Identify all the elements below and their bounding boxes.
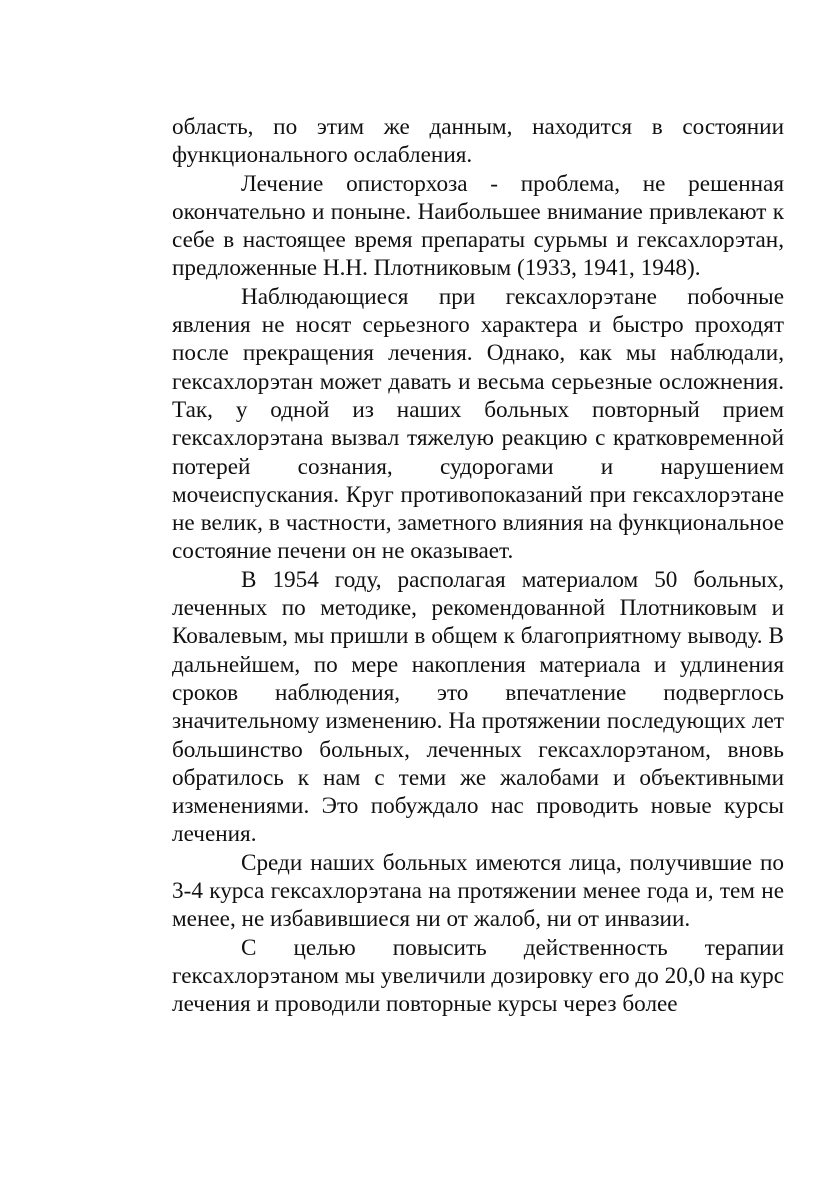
paragraph-repeated-courses: Среди наших больных имеются лица, получившие по 3-4 курса гексахлорэтана на протяжении менее года и, тем не менее, не избавившиеся ни от жалоб, ни от инвазии. <box>172 849 784 933</box>
paragraph-dosage-increase: С целью повысить действенность терапии гексахлорэтаном мы увеличили дозировку его до 20,0 на курс лечения и проводили повторные курсы через более <box>172 934 784 1018</box>
paragraph-treatment-problem: Лечение описторхоза - проблема, не решенная окончательно и поныне. Наибольшее внимание привлекают к себе в настоящее время препараты сурьмы и гексахлорэтан, предложенные Н.Н. Плотниковым (1933, 1941, 1948). <box>172 170 784 282</box>
paragraph-1954-results: В 1954 году, располагая материалом 50 больных, леченных по методике, рекомендованной Плотниковым и Ковалевым, мы пришли в общем к благоприятному выводу. В дальнейшем, по мере накопления материала и удлинения сроков наблюдения, это впечатление подверглось значительному изменению. На протяжении последующих лет большинство больных, леченных гексахлорэтаном, вновь обратилось к нам с теми же жалобами и объективными изменениями. Это побуждало нас проводить новые курсы лечения. <box>172 566 784 848</box>
paragraph-side-effects: Наблюдающиеся при гексахлорэтане побочные явления не носят серьезного характера и быстро проходят после прекращения лечения. Однако, как мы наблюдали, гексахлорэтан может давать и весьма серьезные осложнения. Так, у одной из наших больных повторный прием гексахлорэтана вызвал тяжелую реакцию с кратковременной потерей сознания, судорогами и нарушением мочеиспускания. Круг противопоказаний при гексахлорэтане не велик, в частности, заметного влияния на функциональное состояние печени он не оказывает. <box>172 283 784 565</box>
document-page <box>172 113 784 1019</box>
paragraph-continuation: область, по этим же данным, находится в состоянии функционального ослабления. <box>172 114 784 169</box>
